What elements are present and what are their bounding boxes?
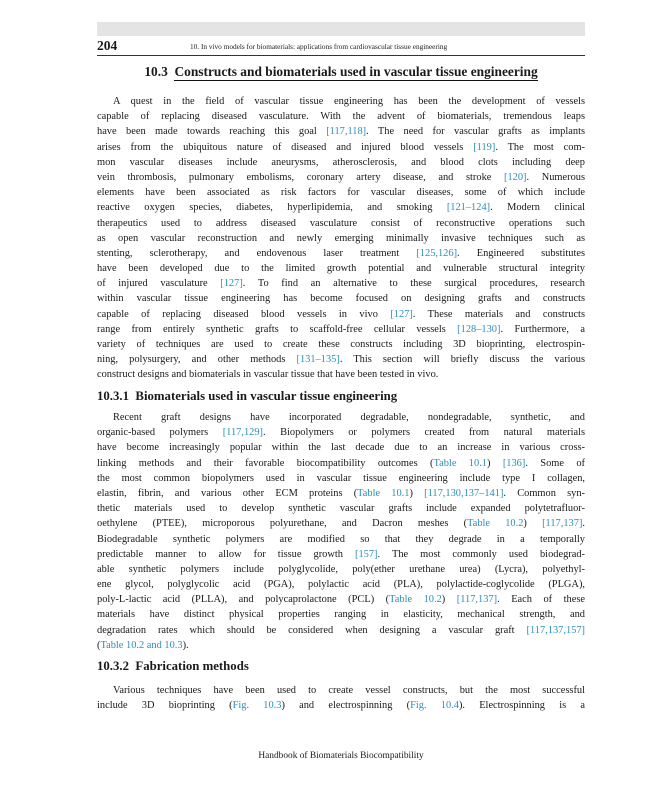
text-span: vein thrombosis, pulmonary embolisms, coronary artery disease, and stroke xyxy=(97,171,504,183)
reference-link[interactable]: [127] xyxy=(220,278,243,290)
text-span: thetic materials used to develop synthetic vascular grafts include expanded polytetrafluor- xyxy=(97,503,585,515)
subsection-heading-biomaterials xyxy=(97,389,397,404)
text-span: range from entirely synthetic grafts to scaffold-free cellular vessels xyxy=(97,323,458,335)
text-line xyxy=(97,698,585,713)
text-line xyxy=(97,440,585,455)
section-title-text: Constructs and biomaterials used in vascular tissue engineering xyxy=(174,64,538,79)
text-span: ) xyxy=(441,594,457,606)
text-line xyxy=(97,577,585,592)
text-line xyxy=(97,140,585,155)
section-title xyxy=(97,64,585,80)
text-line xyxy=(97,623,585,638)
reference-link[interactable]: Table 10.2 and 10.3 xyxy=(100,639,183,651)
text-span: linking methods and their favorable biocompatibility outcomes ( xyxy=(97,457,434,469)
text-span: . The most com- xyxy=(495,141,585,153)
subsection-heading-fabrication xyxy=(97,659,249,674)
text-span: have become increasingly popular within the last decade due to an increase in various cross- xyxy=(97,442,585,454)
text-span: . The most commonly used biodegrad- xyxy=(377,548,585,560)
text-span: include 3D bioprinting ( xyxy=(97,700,233,712)
top-band xyxy=(97,22,585,36)
text-span: . xyxy=(582,518,585,530)
text-line xyxy=(97,124,585,139)
text-span: variety of techniques are used to create these constructs including 3D bioprinting, electrospin- xyxy=(97,339,585,350)
text-line xyxy=(97,246,585,261)
text-line xyxy=(97,261,585,276)
text-span: capable of replacing diseased vasculature. With the advent of biomaterials, tremendous leaps xyxy=(97,111,585,123)
reference-link[interactable]: [157] xyxy=(355,548,378,560)
text-span: Biodegradable synthetic polymers are modified so that they degrade in a temporally xyxy=(97,533,585,545)
text-span: ) xyxy=(523,518,543,530)
page-number: 204 xyxy=(97,38,118,53)
text-line xyxy=(97,486,585,501)
text-span: ) and electrospinning ( xyxy=(281,700,411,712)
text-span: . Common syn- xyxy=(503,487,585,499)
text-span: have been made towards reaching this goal xyxy=(97,126,327,138)
reference-link[interactable]: Table 10.1 xyxy=(433,457,487,469)
text-line xyxy=(97,516,585,531)
text-span: construct designs and biomaterials in vascular tissue that have been tested in vivo. xyxy=(97,369,439,381)
text-span: materials have distinct physical properties ranging in elasticity, mechanical strength, and xyxy=(97,609,585,621)
text-span: . Furthermore, a xyxy=(500,323,585,335)
text-span: able synthetic polymers include polyglycolide, poly(ether urethane urea) (Lycra), polyethyl- xyxy=(97,563,585,575)
text-span: within vascular tissue engineering has become focused on designing grafts and constructs xyxy=(97,293,585,305)
paragraph-intro xyxy=(97,94,585,383)
text-line xyxy=(97,425,585,440)
text-line xyxy=(97,592,585,607)
reference-link[interactable]: [127] xyxy=(390,308,413,320)
text-line xyxy=(97,607,585,622)
text-span: . Biopolymers or polymers created from natural materials xyxy=(263,427,585,439)
text-line xyxy=(97,367,585,382)
text-line xyxy=(97,185,585,200)
subsection-title: Fabrication methods xyxy=(135,659,249,673)
reference-link[interactable]: Table 10.2 xyxy=(389,594,442,606)
reference-link[interactable]: Table 10.2 xyxy=(467,518,524,530)
text-span: ). xyxy=(182,639,189,651)
text-line xyxy=(97,109,585,124)
reference-link[interactable]: [117,118] xyxy=(326,126,367,138)
text-span: elastin, fibrin, and various other ECM proteins ( xyxy=(97,487,358,499)
text-line xyxy=(97,638,585,653)
reference-link[interactable]: [117,137,157] xyxy=(526,624,585,636)
text-span: A quest in the field of vascular tissue engineering has been the development of vessels xyxy=(113,96,585,107)
text-span: degradation rates which should be considered when designing a vascular graft xyxy=(97,624,527,636)
text-line xyxy=(97,562,585,577)
reference-link[interactable]: [119] xyxy=(473,141,496,153)
text-span: . To find an alternative to these surgical procedures, research xyxy=(242,278,585,290)
reference-link[interactable]: [117,137] xyxy=(542,518,583,530)
text-line xyxy=(97,155,585,170)
reference-link[interactable]: [120] xyxy=(503,171,527,183)
text-span: organic-based polymers xyxy=(97,427,223,439)
text-line xyxy=(97,216,585,231)
text-span: . The need for vascular grafts as implants xyxy=(366,126,585,138)
text-line xyxy=(97,322,585,337)
text-span: the most common biopolymers used in vascular tissue engineering include type I collagen, xyxy=(97,472,585,484)
running-title: 10. In vivo models for biomaterials: applications from cardiovascular tissue engineering xyxy=(190,42,448,51)
subsection-number: 10.3.2 xyxy=(97,659,129,673)
text-line xyxy=(97,547,585,562)
text-line xyxy=(97,352,585,367)
text-line xyxy=(97,471,585,486)
subsection-number: 10.3.1 xyxy=(97,389,129,403)
text-span: predictable manner to allow for tissue growth xyxy=(97,548,355,560)
reference-link[interactable]: [128–130] xyxy=(457,323,501,335)
reference-link[interactable]: Table 10.1 xyxy=(357,487,410,499)
text-line xyxy=(97,276,585,291)
text-span: . Numerous xyxy=(526,171,585,183)
text-span: therapeutics used to address diseased vasculature consist of reconstructive operations such xyxy=(97,217,585,229)
text-span: . This section will briefly discuss the various xyxy=(339,354,585,366)
text-line xyxy=(97,170,585,185)
text-line xyxy=(97,337,585,352)
text-line xyxy=(97,532,585,547)
reference-link[interactable]: [117,137] xyxy=(456,594,498,606)
text-line xyxy=(97,231,585,246)
text-span: capable of replacing diseased blood vessels in vivo xyxy=(97,308,391,320)
text-span: ) xyxy=(409,487,425,499)
text-span: oethylene (PTEE), microporous polyurethane, and Dacron meshes ( xyxy=(97,518,468,530)
reference-link[interactable]: [121–124] xyxy=(446,202,491,214)
text-span: as open vascular reconstruction and newly emerging minimally invasive techniques such as xyxy=(97,232,585,244)
text-span: . These materials and constructs xyxy=(412,308,585,320)
text-span: elements have been associated as risk factors for vascular diseases, some of which include xyxy=(97,187,585,199)
section-number: 10.3 xyxy=(144,64,168,79)
text-span: reactive oxygen species, diabetes, hyperlipidemia, and smoking xyxy=(97,202,447,214)
text-line xyxy=(97,683,585,698)
text-span: ene glycol, polyglycolic acid (PGA), polylactic acid (PLA), polylactide-coglycolide (PLGA), xyxy=(97,579,585,591)
text-line xyxy=(97,501,585,516)
reference-link[interactable]: [125,126] xyxy=(416,247,458,259)
text-line xyxy=(97,456,585,471)
text-span: ) xyxy=(486,457,503,469)
text-span: poly-L-lactic acid (PLLA), and polycaprolactone (PCL) ( xyxy=(97,594,390,606)
text-span: . Modern clinical xyxy=(490,202,585,214)
reference-link[interactable]: Fig. 10.4 xyxy=(410,700,459,712)
text-line xyxy=(97,307,585,322)
text-line xyxy=(97,291,585,306)
paragraph-biomaterials xyxy=(97,410,585,653)
text-span: Various techniques have been used to create vessel constructs, but the most successful xyxy=(113,685,585,696)
text-span: arises from the ubiquitous nature of diseased and injured blood vessels xyxy=(97,141,474,153)
page-footer: Handbook of Biomaterials Biocompatibility xyxy=(258,751,424,761)
text-span: . Engineered substitutes xyxy=(457,247,585,259)
reference-link[interactable]: [117,130,137–141] xyxy=(424,487,504,499)
reference-link[interactable]: [131–135] xyxy=(296,354,340,366)
header-rule xyxy=(97,55,585,56)
reference-link[interactable]: [117,129] xyxy=(222,427,264,439)
reference-link[interactable]: [136] xyxy=(502,457,526,469)
text-span: ). Electrospinning is a xyxy=(458,700,585,712)
text-span: have been developed due to the limited growth potential and vulnerable structural integrity xyxy=(97,263,585,275)
text-span: . Each of these xyxy=(497,594,585,606)
paragraph-fabrication xyxy=(97,683,585,713)
text-span: Recent graft designs have incorporated degradable, nondegradable, synthetic, and xyxy=(113,412,585,423)
text-line xyxy=(97,410,585,425)
text-span: . Some of xyxy=(525,457,585,469)
subsection-title: Biomaterials used in vascular tissue engineering xyxy=(135,389,398,403)
text-span: ( xyxy=(97,639,101,651)
page-header xyxy=(97,38,585,54)
text-line xyxy=(97,200,585,215)
text-span: ning, polysurgery, and other methods xyxy=(97,354,297,366)
text-span: stenting, sclerotherapy, and endovenous laser treatment xyxy=(97,247,417,259)
text-span: mon vascular diseases include aneurysms, atherosclerosis, and blood clots including deep xyxy=(97,156,585,168)
text-span: of injured vasculature xyxy=(97,278,221,290)
text-line xyxy=(97,94,585,109)
reference-link[interactable]: Fig. 10.3 xyxy=(232,700,282,712)
